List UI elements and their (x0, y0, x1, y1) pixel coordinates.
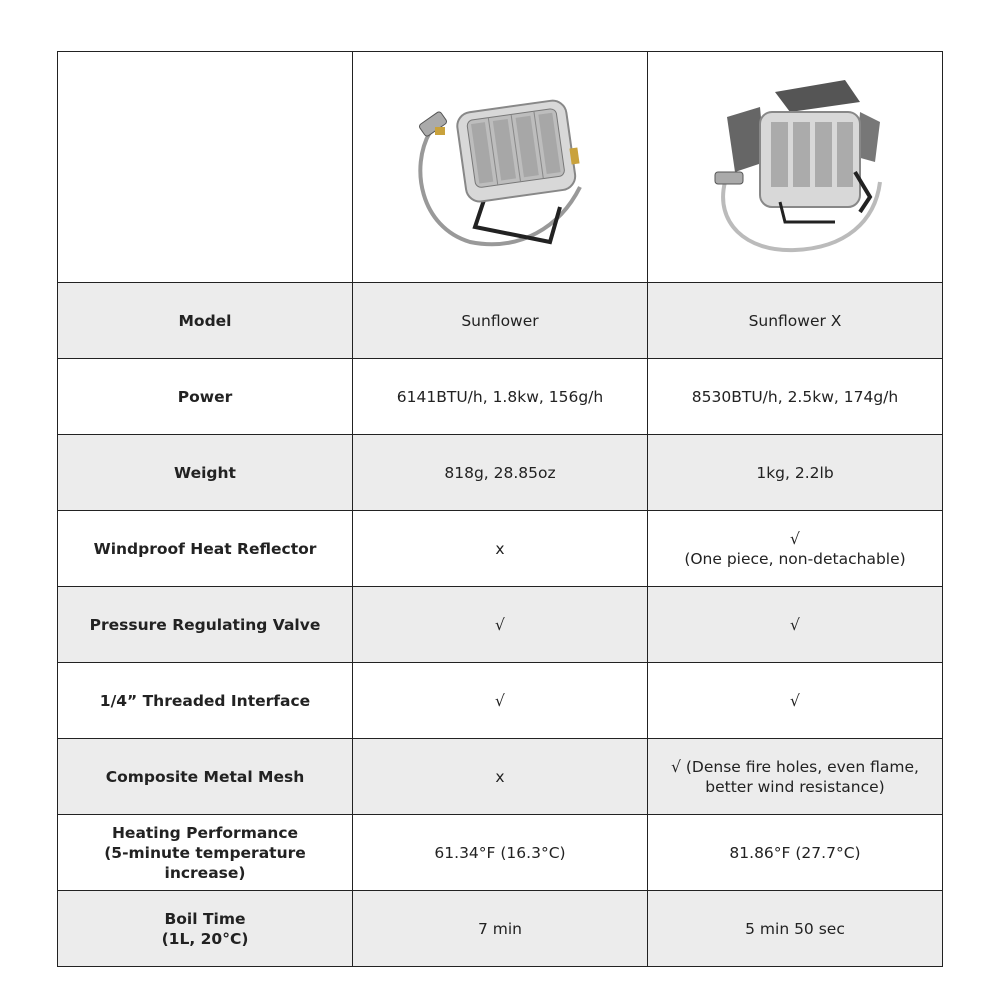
table-row (58, 739, 943, 815)
sunflower-image-cell (353, 52, 648, 283)
sunflower-heater-image (390, 77, 610, 257)
sunflower-value: x (353, 739, 648, 815)
sunflower-value: 6141BTU/h, 1.8kw, 156g/h (353, 359, 648, 435)
sunflower-x-value: 81.86°F (27.7°C) (648, 815, 943, 891)
comparison-table (57, 51, 943, 967)
table-row (58, 283, 943, 359)
sunflower-value: 7 min (353, 891, 648, 967)
row-label: Model (58, 283, 353, 359)
sunflower-value: x (353, 511, 648, 587)
row-label: 1/4” Threaded Interface (58, 663, 353, 739)
row-label: Windproof Heat Reflector (58, 511, 353, 587)
sunflower-x-value: 1kg, 2.2lb (648, 435, 943, 511)
sunflower-x-value: √ (One piece, non-detachable) (648, 511, 943, 587)
sunflower-value: 61.34°F (16.3°C) (353, 815, 648, 891)
table-row (58, 815, 943, 891)
sunflower-value: √ (353, 663, 648, 739)
table-row (58, 587, 943, 663)
sunflower-x-value: √ (648, 663, 943, 739)
sunflower-value: 818g, 28.85oz (353, 435, 648, 511)
sunflower-x-value: √ (Dense fire holes, even flame, better wind resistance) (648, 739, 943, 815)
sunflower-x-image-cell (648, 52, 943, 283)
table-row (58, 663, 943, 739)
row-label: Weight (58, 435, 353, 511)
table-row (58, 891, 943, 967)
sunflower-x-value: √ (648, 587, 943, 663)
sunflower-x-value: 8530BTU/h, 2.5kw, 174g/h (648, 359, 943, 435)
row-label: Pressure Regulating Valve (58, 587, 353, 663)
sunflower-value: Sunflower (353, 283, 648, 359)
sunflower-x-heater-image (685, 72, 905, 262)
empty-header-cell (58, 52, 353, 283)
sunflower-value: √ (353, 587, 648, 663)
row-label: Boil Time (1L, 20°C) (58, 891, 353, 967)
row-label: Heating Performance (5-minute temperature increase) (58, 815, 353, 891)
table-row (58, 511, 943, 587)
table-row (58, 435, 943, 511)
sunflower-x-value: 5 min 50 sec (648, 891, 943, 967)
sunflower-x-value: Sunflower X (648, 283, 943, 359)
row-label: Power (58, 359, 353, 435)
table-row (58, 359, 943, 435)
row-label: Composite Metal Mesh (58, 739, 353, 815)
image-row (58, 52, 943, 283)
